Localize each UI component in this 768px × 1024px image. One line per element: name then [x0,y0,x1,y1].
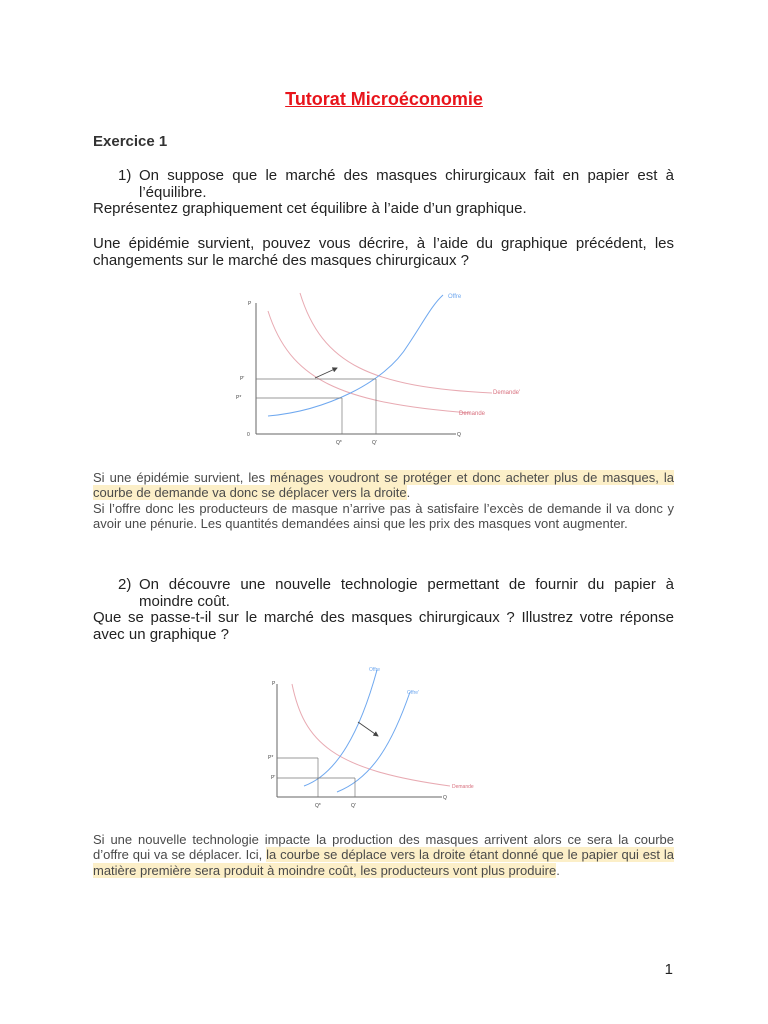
supply-label: Offre [369,667,381,673]
p-eq-label: P* [236,395,242,401]
p-new-label: P' [240,376,245,382]
question-2-line-2: moindre coût. [139,592,230,610]
question-1-number: 1) [118,167,132,184]
question-1 [93,168,674,218]
shift-arrow [315,368,337,378]
chart-supply-shift [262,662,492,812]
demand-label: Demande [452,784,474,790]
question-1-line-2: l’équilibre. [139,183,207,201]
question-1-line-1: On suppose que le marché des masques chirurgicaux fait en papier est à [139,167,674,184]
origin-label: 0 [247,432,250,438]
p-axis-label: P [272,681,276,687]
answer-2-text-a: Si une nouvelle technologie impacte la production des masques arrivent alors ce sera la courbe d’offre qui va se déplacer. Ici, [93,832,674,863]
p-new-label: P' [271,775,276,781]
demand-curve-shifted [300,293,492,393]
answer-1-paragraph-2: Si l’offre donc les producteurs de masque n’arrive pas à satisfaire l’excès de demande il va donc y avoir une pénurie. Les quantités demandées ainsi que les prix des masques vont augmenter. [93,500,674,531]
p-axis-label: P [248,301,252,307]
q-eq-label: Q* [336,440,342,446]
supply-new-label: Offre' [407,690,419,696]
q-new-label: Q' [372,440,377,446]
page-number: 1 [664,961,673,978]
answer-1-paragraph-1 [93,470,674,501]
answer-1-text-c: . [406,485,411,501]
exercise-heading: Exercice 1 [93,133,168,150]
q-new-label: Q' [351,803,356,809]
demand-curve [292,684,450,786]
question-2-paragraph: Que se passe-t-il sur le marché des masques chirurgicaux ? Illustrez votre réponse avec un graphique ? [93,609,674,643]
answer-2-text-c: . [556,862,560,878]
question-2-line-1: On découvre une nouvelle technologie permettant de fournir du papier à [139,576,674,593]
q-axis-label: Q [443,795,447,801]
answer-1-highlight: ménages voudront se protéger et donc acheter plus de masques, la courbe de demande va donc se déplacer vers la droite [93,470,674,501]
chart-demand-shift [220,285,540,450]
question-1-line-3: Représentez graphiquement cet équilibre à l’aide d’un graphique. [93,200,527,217]
answer-1 [93,470,674,531]
q-eq-label: Q* [315,803,321,809]
demand-label: Demande [459,411,486,417]
supply-label: Offre [448,294,462,300]
demand-new-label: Demande' [493,390,521,396]
question-2 [93,577,674,643]
question-1-paragraph: Une épidémie survient, pouvez vous décrire, à l’aide du graphique précédent, les changements sur le marché des masques chirurgicaux ? [93,235,674,269]
document-title: Tutorat Microéconomie [285,89,483,109]
answer-1-text-a: Si une épidémie survient, les [93,470,271,485]
question-2-number: 2) [118,576,132,593]
answer-2 [93,832,674,878]
q-axis-label: Q [457,432,461,438]
shift-arrow [358,722,378,736]
p-eq-label: P* [268,755,274,761]
answer-2-highlight: la courbe se déplace vers la droite étant donné que le papier qui est la matière première sera produit à moindre coût, les producteurs vont plus produire [93,847,674,878]
